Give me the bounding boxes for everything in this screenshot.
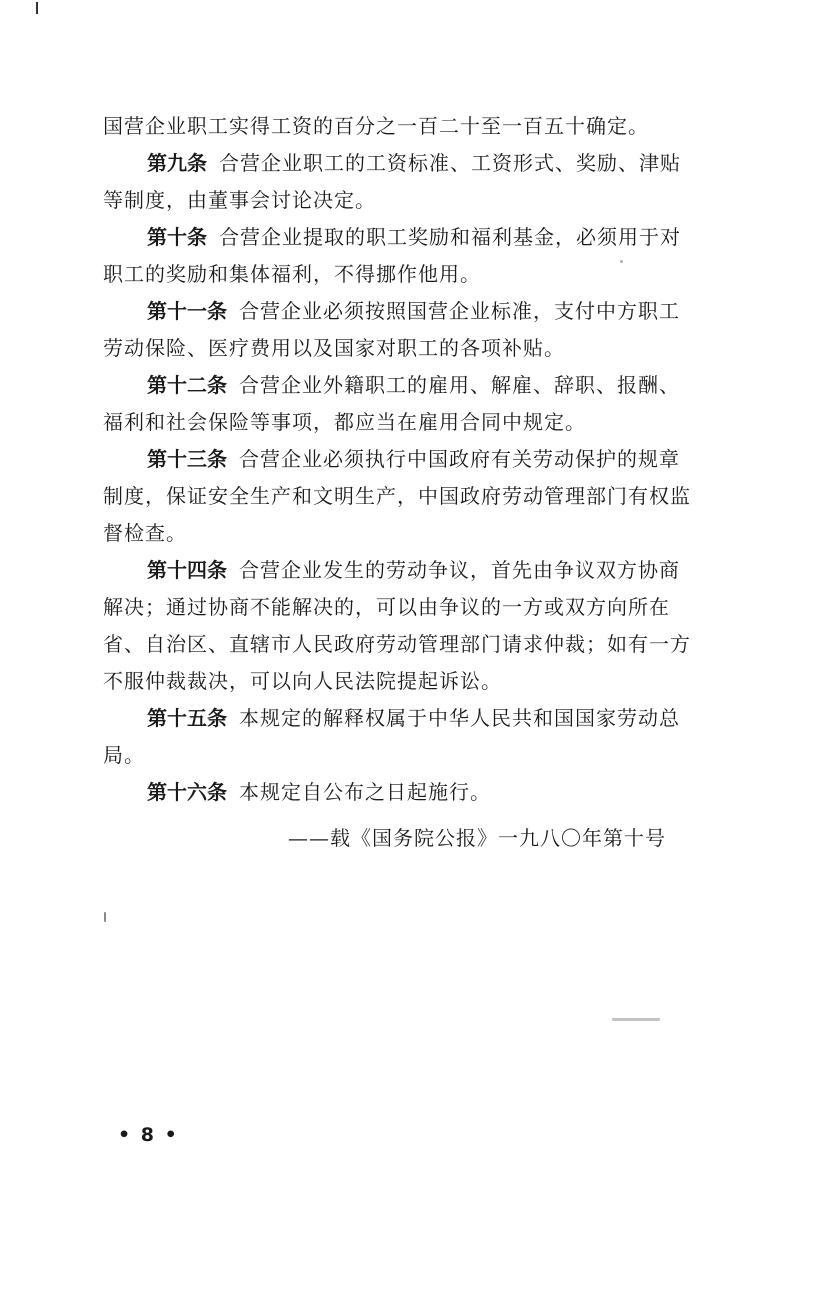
article-text-line: 解决；通过协商不能解决的，可以由争议的一方或双方向所在 [103,595,670,619]
article-text-line: 劳动保险、医疗费用以及国家对职工的各项补贴。 [103,336,565,360]
article-text-line: 督检查。 [103,521,187,545]
article-text: 合营企业发生的劳动争议，首先由争议双方协商 [239,558,680,582]
article-text: 本规定的解释权属于中华人民共和国国家劳动总 [239,706,680,730]
article-text-line: 职工的奖励和集体福利，不得挪作他用。 [103,262,481,286]
article-label: 第十一条 [147,299,227,323]
article-15 [103,700,728,737]
article-14 [103,552,728,589]
article-text-line: 局。 [103,743,145,767]
article-text: 合营企业必须执行中国政府有关劳动保护的规章 [239,447,680,471]
scan-speck [104,912,106,922]
article-label: 第十四条 [147,558,227,582]
scan-speck [620,260,623,263]
article-text-line: 省、自治区、直辖市人民政府劳动管理部门请求仲裁；如有一方 [103,632,691,656]
article-label: 第九条 [147,151,207,175]
source-citation: ——载《国务院公报》一九八〇年第十号 [288,826,666,850]
body-text [103,108,728,811]
article-12 [103,367,728,404]
article-16 [103,774,728,811]
article-text: 本规定自公布之日起施行。 [239,780,491,804]
article-text: 合营企业职工的工资标准、工资形式、奖励、津贴 [219,151,681,175]
article-label: 第十五条 [147,706,227,730]
article-label: 第十六条 [147,780,227,804]
article-text: 合营企业外籍职工的雇用、解雇、辞职、报酬、 [239,373,680,397]
article-text-line: 不服仲裁裁决，可以向人民法院提起诉讼。 [103,669,502,693]
page-number: • 8 • [118,1124,179,1146]
scan-speck [612,1018,660,1021]
article-9 [103,145,728,182]
article-label: 第十条 [147,225,207,249]
article-label: 第十二条 [147,373,227,397]
article-text: 合营企业必须按照国营企业标准，支付中方职工 [239,299,680,323]
article-text: 合营企业提取的职工奖励和福利基金，必须用于对 [219,225,681,249]
article-10 [103,219,728,256]
article-13 [103,441,728,478]
article-text-line: 福利和社会保险等事项，都应当在雇用合同中规定。 [103,410,586,434]
article-text-line: 制度，保证安全生产和文明生产，中国政府劳动管理部门有权监 [103,484,691,508]
continuation-line: 国营企业职工实得工资的百分之一百二十至一百五十确定。 [103,114,649,138]
article-11 [103,293,728,330]
article-text-line: 等制度，由董事会讨论决定。 [103,188,376,212]
scan-mark [36,2,38,14]
article-label: 第十三条 [147,447,227,471]
